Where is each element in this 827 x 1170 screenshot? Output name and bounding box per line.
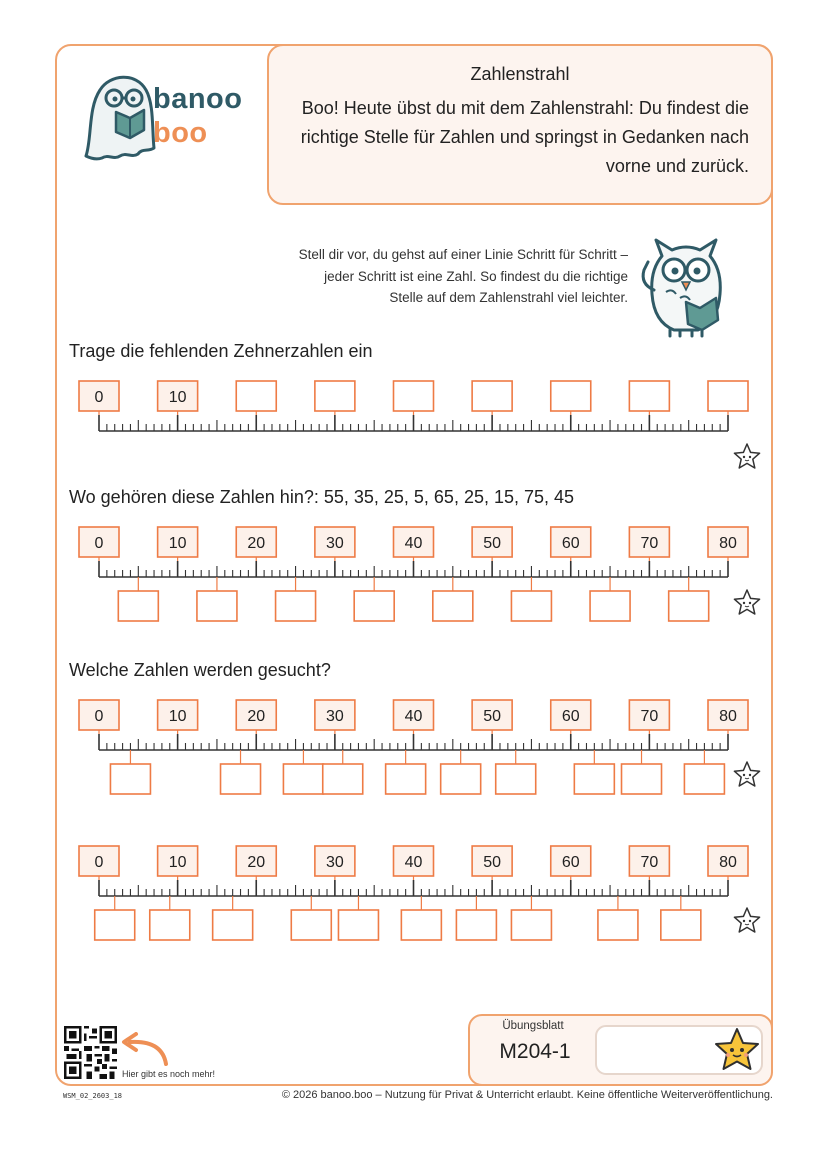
answer-box[interactable]: [622, 764, 662, 794]
tens-label: 30: [325, 535, 344, 552]
answer-box[interactable]: [433, 591, 473, 621]
answer-box[interactable]: [386, 764, 426, 794]
tens-label: 50: [483, 854, 502, 871]
tens-answer-box[interactable]: [394, 381, 434, 411]
sheet-id: WSM_02_2603_18: [63, 1092, 123, 1100]
answer-box[interactable]: [661, 910, 701, 940]
tens-answer-box[interactable]: [708, 381, 748, 411]
star-icon: [711, 1026, 763, 1076]
page-title: Zahlenstrahl: [470, 64, 570, 84]
answer-box[interactable]: [150, 910, 190, 940]
tens-label: 0: [94, 854, 104, 871]
answer-box[interactable]: [456, 910, 496, 940]
intro-text: Boo! Heute übst du mit dem Zahlenstrahl: Du findest die richtige Stelle für Zahlen und springst in Gedanken nach vorne und zurück.: [300, 98, 749, 176]
tens-label: 0: [94, 708, 104, 725]
worksheet-label: Übungsblatt: [502, 1020, 564, 1032]
answer-box[interactable]: [95, 910, 135, 940]
answer-box[interactable]: [669, 591, 709, 621]
tens-label: 40: [404, 708, 423, 725]
tens-label: 70: [640, 535, 659, 552]
worksheet-code: M204-1: [499, 1040, 571, 1063]
tens-label: 0: [94, 389, 104, 406]
star-icon: [732, 442, 762, 472]
tens-label: 60: [561, 708, 580, 725]
tens-label: 50: [483, 708, 502, 725]
tens-label: 10: [168, 389, 187, 406]
answer-box[interactable]: [276, 591, 316, 621]
tens-label: 20: [247, 854, 266, 871]
answer-box[interactable]: [110, 764, 150, 794]
tens-label: 70: [640, 854, 659, 871]
tens-label: 10: [168, 708, 187, 725]
answer-box[interactable]: [441, 764, 481, 794]
tens-label: 20: [247, 535, 266, 552]
tens-label: 10: [168, 854, 187, 871]
answer-box[interactable]: [338, 910, 378, 940]
answer-box[interactable]: [496, 764, 536, 794]
tens-answer-box[interactable]: [629, 381, 669, 411]
task-2-title: Wo gehören diese Zahlen hin?: 55, 35, 25, 5, 65, 25, 15, 75, 45: [69, 487, 575, 507]
answer-box[interactable]: [213, 910, 253, 940]
answer-box[interactable]: [283, 764, 323, 794]
answer-box[interactable]: [574, 764, 614, 794]
qr-code-icon[interactable]: [64, 1026, 117, 1079]
tens-label: 50: [483, 535, 502, 552]
task-1-title: Trage die fehlenden Zehnerzahlen ein: [69, 341, 373, 361]
tens-label: 30: [325, 708, 344, 725]
answer-box[interactable]: [511, 910, 551, 940]
hint-text: Stell dir vor, du gehst auf einer Linie Schritt für Schritt – jeder Schritt ist eine Zahl. So findest du die richtige Stelle auf dem Zahlenstrahl viel leichter.: [298, 247, 628, 305]
tens-answer-box[interactable]: [236, 381, 276, 411]
tens-label: 70: [640, 708, 659, 725]
tens-answer-box[interactable]: [315, 381, 355, 411]
tens-label: 30: [325, 854, 344, 871]
tens-label: 60: [561, 535, 580, 552]
answer-box[interactable]: [354, 591, 394, 621]
logo-word-banoo: banoo: [153, 83, 243, 115]
logo-word-boo: boo: [153, 117, 208, 149]
copyright-text: © 2026 banoo.boo – Nutzung für Privat & Unterricht erlaubt. Keine öffentliche Weiterveröffentlichung.: [281, 1089, 773, 1101]
answer-box[interactable]: [118, 591, 158, 621]
tens-label: 80: [719, 535, 737, 552]
task-3-title: Welche Zahlen werden gesucht?: [69, 660, 331, 680]
answer-box[interactable]: [323, 764, 363, 794]
answer-box[interactable]: [511, 591, 551, 621]
tens-label: 0: [94, 535, 104, 552]
answer-box[interactable]: [590, 591, 630, 621]
answer-box[interactable]: [684, 764, 724, 794]
tens-answer-box[interactable]: [551, 381, 591, 411]
star-icon: [732, 906, 762, 936]
answer-box[interactable]: [221, 764, 261, 794]
tens-answer-box[interactable]: [472, 381, 512, 411]
tens-label: 10: [168, 535, 187, 552]
tens-label: 40: [404, 854, 423, 871]
answer-box[interactable]: [598, 910, 638, 940]
answer-box[interactable]: [197, 591, 237, 621]
tens-label: 80: [719, 708, 737, 725]
tens-label: 60: [561, 854, 580, 871]
star-icon: [732, 760, 762, 790]
tens-label: 20: [247, 708, 266, 725]
answer-box[interactable]: [291, 910, 331, 940]
tens-label: 80: [719, 854, 737, 871]
tens-label: 40: [404, 535, 423, 552]
curved-arrow-icon: [116, 1032, 172, 1068]
star-icon: [732, 588, 762, 618]
qr-note: Hier gibt es noch mehr!: [122, 1069, 216, 1079]
answer-box[interactable]: [401, 910, 441, 940]
